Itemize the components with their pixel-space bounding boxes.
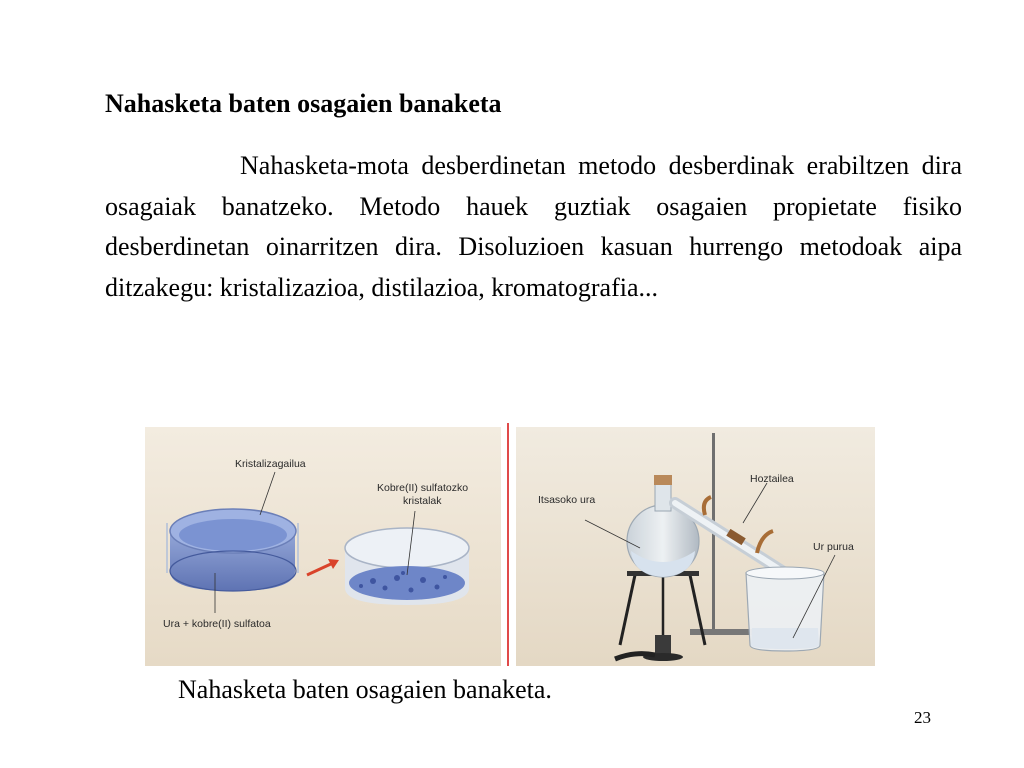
separation-figure xyxy=(145,423,875,666)
label-condenser: Hoztailea xyxy=(750,473,794,485)
crystallizer-dish-solution xyxy=(167,509,298,591)
figure-illustration xyxy=(145,423,875,666)
label-crystallizer: Kristalizagailua xyxy=(235,458,306,470)
label-solution: Ura + kobre(II) sulfatoa xyxy=(163,618,271,630)
slide-title: Nahasketa baten osagaien banaketa xyxy=(105,89,502,118)
beaker xyxy=(746,567,824,651)
page-number: 23 xyxy=(914,708,931,727)
label-pure-water: Ur purua xyxy=(813,541,854,553)
crystallizer-dish-crystals xyxy=(345,528,469,605)
body-paragraph: Nahasketa-mota desberdinetan metodo desberdinak erabiltzen dira osagaiak banatzeko. Metodo hauek guztiak osagaien propietate fisiko desberdinetan oinarritzen dira. Disoluzioen kasuan hurrengo metodoak aipa ditzakegu: kristalizazioa, distilazioa, kromatografia... xyxy=(105,151,962,302)
label-crystals-line2: kristalak xyxy=(403,495,442,507)
label-crystals-line1: Kobre(II) sulfatozko xyxy=(377,482,469,494)
label-seawater: Itsasoko ura xyxy=(538,494,596,506)
panel-divider xyxy=(507,423,509,666)
figure-caption: Nahasketa baten osagaien banaketa. xyxy=(178,675,552,704)
